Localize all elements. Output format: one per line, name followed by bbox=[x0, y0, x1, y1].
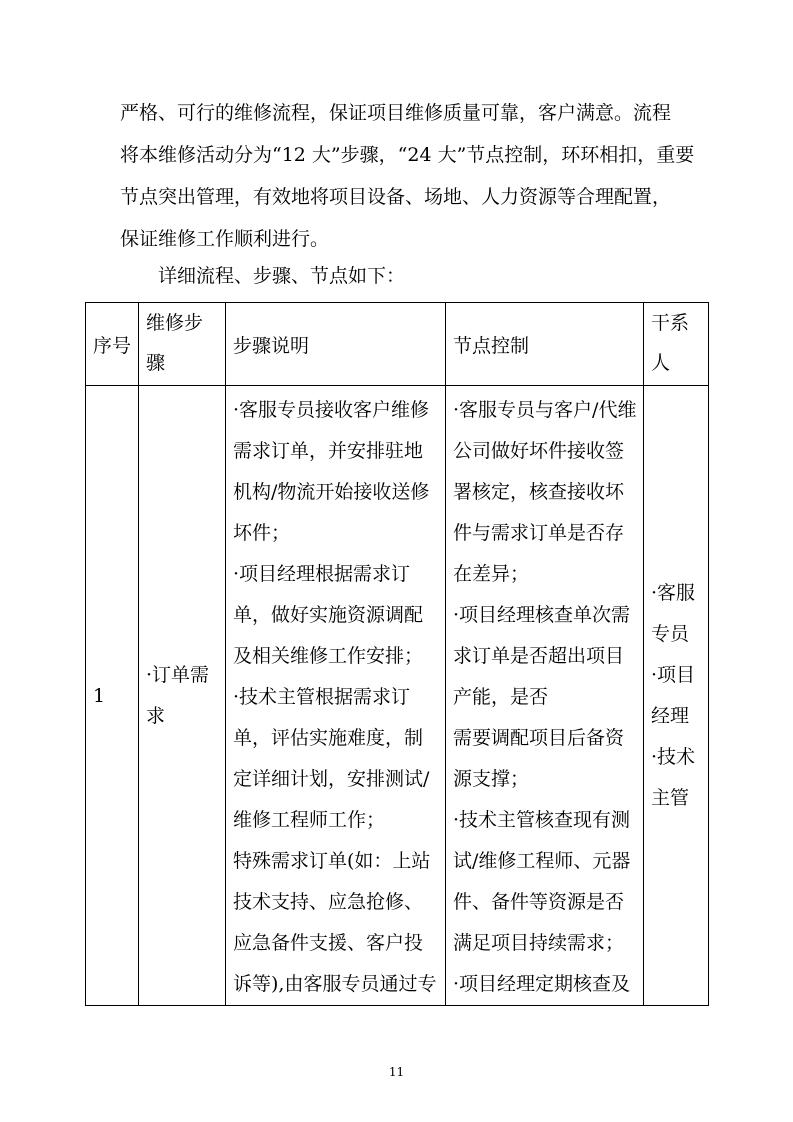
row-control-line: 件、备件等资源是否 bbox=[453, 891, 625, 913]
row-desc-line: 定详细计划，安排测试/ bbox=[233, 768, 430, 790]
row-party-line: 经理 bbox=[651, 704, 690, 727]
intro-line: 将本维修活动分为“12 大”步骤，“24 大”节点控制，环环相扣，重要 bbox=[120, 144, 695, 166]
row-desc bbox=[226, 386, 446, 1006]
intro-paragraph bbox=[120, 92, 695, 260]
row-desc-line: 坏件； bbox=[233, 522, 291, 544]
row-desc-line: 单，做好实施资源调配 bbox=[233, 604, 424, 626]
row-desc-line: 维修工程师工作； bbox=[233, 809, 386, 831]
row-control-line: 产能，是否 bbox=[453, 686, 549, 708]
row-control-line: ·技术主管核查现有测 bbox=[453, 809, 631, 831]
row-step-line: 求 bbox=[146, 704, 166, 727]
row-party-line: 主管 bbox=[651, 786, 690, 809]
row-control-line: 件与需求订单是否存 bbox=[453, 522, 625, 544]
row-seq bbox=[86, 386, 139, 1006]
row-desc-line: 技术支持、应急抢修、 bbox=[233, 891, 424, 913]
row-control-line: 试/维修工程师、元器 bbox=[453, 850, 631, 872]
row-desc-line: 诉等),由客服专员通过专 bbox=[233, 973, 437, 995]
row-party-line: ·技术 bbox=[651, 745, 696, 768]
row-control bbox=[446, 386, 644, 1006]
header-control bbox=[446, 303, 644, 386]
row-desc-line: 单，评估实施难度，制 bbox=[233, 727, 424, 749]
header-seq bbox=[86, 303, 139, 386]
row-party bbox=[644, 386, 709, 1006]
row-control-line: 满足项目持续需求； bbox=[453, 932, 625, 954]
row-desc-line: 需求订单，并安排驻地 bbox=[233, 440, 424, 462]
header-step-line: 骤 bbox=[146, 352, 166, 374]
row-seq-value: 1 bbox=[93, 684, 106, 707]
header-step bbox=[139, 303, 226, 386]
header-desc-label: 步骤说明 bbox=[233, 334, 310, 357]
row-party-line: ·项目 bbox=[651, 663, 696, 686]
row-control-line: 求订单是否超出项目 bbox=[453, 645, 625, 667]
row-step bbox=[139, 386, 226, 1006]
row-control-line: 在差异； bbox=[453, 563, 530, 585]
row-party-line: 专员 bbox=[651, 622, 690, 645]
row-control-line: ·客服专员与客户/代维 bbox=[453, 399, 637, 421]
row-party-line: ·客服 bbox=[651, 581, 696, 604]
intro-line: 严格、可行的维修流程，保证项目维修质量可靠，客户满意。流程 bbox=[120, 102, 672, 124]
row-control-line: 公司做好坏件接收签 bbox=[453, 440, 625, 462]
row-desc-line: ·技术主管根据需求订 bbox=[233, 686, 411, 708]
intro-line: 节点突出管理，有效地将项目设备、场地、人力资源等合理配置， bbox=[120, 186, 672, 208]
table-lead-in: 详细流程、步骤、节点如下： bbox=[158, 265, 406, 287]
header-control-label: 节点控制 bbox=[453, 334, 530, 357]
row-control-line: 源支撑； bbox=[453, 768, 530, 790]
header-desc bbox=[226, 303, 446, 386]
row-desc-line: 应急备件支援、客户投 bbox=[233, 932, 424, 954]
header-party bbox=[644, 303, 709, 386]
row-desc-line: ·客服专员接收客户维修 bbox=[233, 399, 430, 421]
row-control-line: ·项目经理定期核查及 bbox=[453, 973, 631, 995]
row-control-line: 需要调配项目后备资 bbox=[453, 727, 625, 749]
header-step-line: 维修步 bbox=[146, 312, 204, 334]
header-party-line: 干系 bbox=[651, 312, 690, 334]
table-header-row bbox=[86, 303, 709, 386]
row-control-line: ·项目经理核查单次需 bbox=[453, 604, 631, 626]
page-number: 11 bbox=[388, 1065, 405, 1079]
header-seq-label: 序号 bbox=[93, 334, 132, 357]
table-row bbox=[86, 386, 709, 1006]
row-desc-line: 及相关维修工作安排； bbox=[233, 645, 424, 667]
header-party-line: 人 bbox=[651, 352, 671, 374]
process-table bbox=[85, 302, 709, 1006]
row-desc-line: 机构/物流开始接收送修 bbox=[233, 481, 430, 503]
row-control-line: 署核定，核查接收坏 bbox=[453, 481, 625, 503]
row-step-line: ·订单需 bbox=[146, 663, 210, 686]
row-desc-line: ·项目经理根据需求订 bbox=[233, 563, 411, 585]
row-desc-line: 特殊需求订单(如：上站 bbox=[233, 850, 431, 872]
intro-line: 保证维修工作顺利进行。 bbox=[120, 228, 330, 250]
